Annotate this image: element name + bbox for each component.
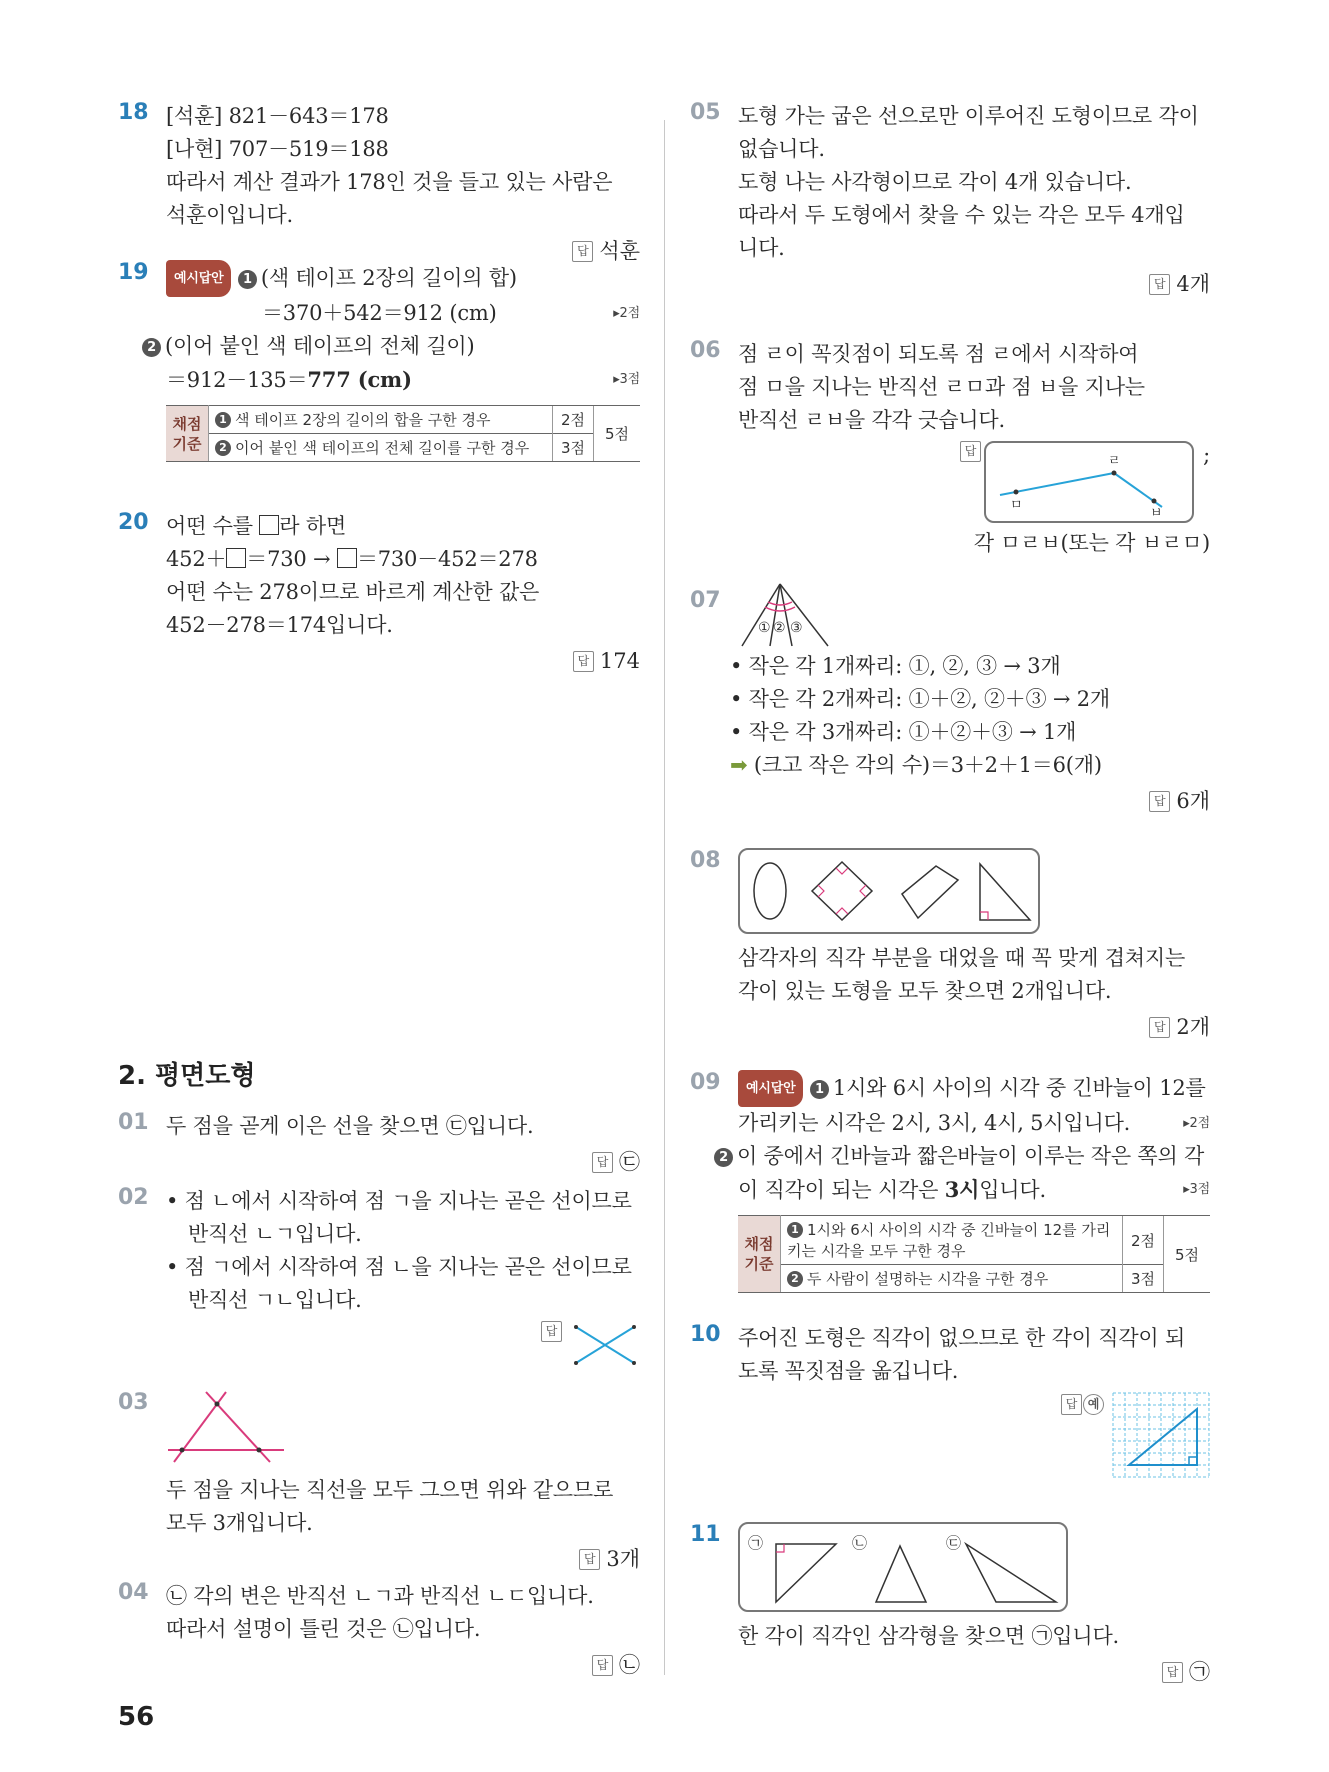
- criterion-marker: 2: [787, 1271, 803, 1287]
- answer-figure: [738, 441, 1210, 527]
- points-label: ▸2점: [613, 306, 640, 321]
- solution-line: 삼각자의 직각 부분을 대었을 때 꼭 맞게 겹쳐지는: [738, 946, 1186, 970]
- answer-value: ㉡: [619, 1653, 640, 1677]
- shape-label-3: ㉢: [946, 1534, 962, 1552]
- text: 452＋: [166, 547, 227, 571]
- summary-line: [730, 749, 1210, 782]
- problem-number: 05: [690, 100, 721, 125]
- example-answer-badge: 예시답안: [738, 1070, 803, 1107]
- solution-line: 점 ㅁ을 지나는 반직선 ㄹㅁ과 점 ㅂ을 지나는: [738, 375, 1145, 399]
- answer: [166, 1544, 640, 1574]
- answer-mark: 답: [592, 1152, 613, 1173]
- answer: [166, 646, 640, 676]
- triangles-figure: [740, 1524, 1066, 1610]
- criterion-marker: 1: [787, 1222, 803, 1238]
- solution-line: 도록 꼭짓점을 옮깁니다.: [738, 1359, 959, 1383]
- solution-line: 모두 3개입니다.: [166, 1511, 313, 1535]
- answer-value: ㉠: [1189, 1660, 1210, 1684]
- step-2-line-2: [738, 1173, 1210, 1207]
- criterion-text: 색 테이프 2장의 길이의 합을 구한 경우: [235, 411, 491, 429]
- text: 어떤 수를: [166, 514, 260, 538]
- answer-value: 2개: [1176, 1015, 1210, 1039]
- solution-line: • 작은 각 1개짜리: ①, ②, ③ → 3개: [730, 654, 1061, 678]
- step-1-text: (색 테이프 2장의 길이의 합): [260, 266, 517, 290]
- answer-mark: 답: [573, 651, 594, 672]
- step-2-calc-text: ＝912－135＝: [166, 368, 308, 392]
- criterion-text: 두 사람이 설명하는 시각을 구한 경우: [807, 1270, 1049, 1288]
- answer-value: 6개: [1176, 789, 1210, 813]
- solution-line: • 작은 각 3개짜리: ①＋②＋③ → 1개: [730, 720, 1077, 744]
- solution-line: 따라서 두 도형에서 찾을 수 있는 각은 모두 4개입: [738, 203, 1185, 227]
- answer: [730, 786, 1210, 816]
- text: 라 하면: [279, 514, 347, 538]
- shapes-figure: [740, 850, 1038, 932]
- solution-line: [석훈] 821－643＝178: [166, 104, 389, 128]
- points-label: ▸2점: [1183, 1116, 1210, 1131]
- criterion-points: 2점: [1123, 1216, 1164, 1265]
- solution-line: 한 각이 직각인 삼각형을 찾으면 ㉠입니다.: [738, 1624, 1120, 1648]
- step-2-line: [142, 330, 640, 363]
- answer-mark: 답: [1149, 274, 1170, 295]
- answer-line: 각 ㅁㄹㅂ(또는 각 ㅂㄹㅁ): [973, 531, 1210, 555]
- points-label: ▸3점: [1183, 1182, 1210, 1197]
- step-2-text: 이 직각이 되는 시각은: [738, 1178, 945, 1202]
- problem-number: 08: [690, 848, 721, 873]
- step-2-text: 입니다.: [979, 1178, 1046, 1202]
- problem-number: 09: [690, 1070, 721, 1095]
- example-mark: 예: [1083, 1394, 1104, 1415]
- solution-line: 반직선 ㄹㅂ을 각각 긋습니다.: [738, 408, 1005, 432]
- solution-line: • 작은 각 2개짜리: ①＋②, ②＋③ → 2개: [730, 687, 1110, 711]
- angles-figure: [736, 580, 836, 650]
- solution-line: 452－278＝174입니다.: [166, 613, 393, 637]
- solution-line: 어떤 수는 278이므로 바르게 계산한 값은: [166, 580, 540, 604]
- page-number: 56: [118, 1702, 155, 1732]
- grading-label: 채점 기준: [738, 1216, 781, 1293]
- step-2-text: (이어 붙인 색 테이프의 전체 길이): [165, 334, 475, 358]
- grading-criterion: [781, 1216, 1123, 1265]
- triangles-figure-box: [738, 1522, 1068, 1612]
- step-1-marker: 1: [238, 270, 257, 289]
- step-2-calc: [166, 363, 640, 397]
- criterion-text: 이어 붙인 색 테이프의 전체 길이를 구한 경우: [235, 439, 530, 457]
- answer-mark: 답: [1149, 1017, 1170, 1038]
- solution-line: [나현] 707－519＝188: [166, 137, 389, 161]
- step-1-marker: 1: [810, 1080, 829, 1099]
- shapes-figure-box: [738, 848, 1040, 934]
- solution-line: 니다.: [738, 236, 785, 260]
- grading-criterion: [781, 1265, 1123, 1293]
- grading-label: 채점 기준: [166, 406, 209, 462]
- step-1-text: 가리키는 시각은 2시, 3시, 4시, 5시입니다.: [738, 1111, 1131, 1135]
- problem-number: 07: [690, 588, 721, 613]
- solution-line: 점 ㄹ이 꼭짓점이 되도록 점 ㄹ에서 시작하여: [738, 342, 1139, 366]
- solution-line: 반직선 ㄴㄱ입니다.: [188, 1222, 362, 1246]
- step-2-marker: 2: [714, 1148, 733, 1167]
- total-points: 5점: [594, 406, 641, 462]
- example-answer-badge: 예시답안: [166, 260, 231, 297]
- angle-label-1: ①: [758, 620, 771, 636]
- shape-label-2: ㉡: [852, 1534, 868, 1552]
- step-2-marker: 2: [142, 338, 161, 357]
- answer-mark: 답: [1149, 791, 1170, 812]
- step-1-line: [166, 260, 640, 297]
- step-2-text: 이 중에서 긴바늘과 짧은바늘이 이루는 작은 쪽의 각: [737, 1144, 1205, 1168]
- solution-line: ㉡ 각의 변은 반직선 ㄴㄱ과 반직선 ㄴㄷ입니다.: [166, 1584, 594, 1608]
- answer-mark: 답: [592, 1655, 613, 1676]
- problem-number: 04: [118, 1580, 149, 1605]
- answer-mark: 답: [960, 441, 981, 462]
- solution-line: 따라서 계산 결과가 178인 것을 들고 있는 사람은: [166, 170, 613, 194]
- total-points: 5점: [1164, 1216, 1211, 1293]
- answer-figure: [738, 1392, 1210, 1484]
- answer-value: ㉢: [619, 1150, 640, 1174]
- criterion-marker: 1: [215, 412, 231, 428]
- angle-label-2: ②: [773, 620, 786, 636]
- criterion-points: 2점: [553, 406, 594, 434]
- criterion-points: 3점: [553, 434, 594, 462]
- grading-table: [738, 1215, 1210, 1293]
- problem-number: 02: [118, 1185, 149, 1210]
- solution-line: 주어진 도형은 직각이 없으므로 한 각이 직각이 되: [738, 1326, 1186, 1350]
- column-divider: [664, 120, 665, 1675]
- criterion-marker: 2: [215, 440, 231, 456]
- step-2-line: [714, 1140, 1210, 1173]
- text: ＝730 →: [246, 547, 337, 571]
- answer-value: 석훈: [599, 239, 640, 263]
- answer: [738, 269, 1210, 299]
- criterion-text: 1시와 6시 사이의 시각 중 긴바늘이 12를 가리키는 시각을 모두 구한 경우: [787, 1221, 1111, 1260]
- solution-line: 도형 나는 사각형이므로 각이 4개 있습니다.: [738, 170, 1132, 194]
- step-1-text: 1시와 6시 사이의 시각 중 긴바늘이 12를: [832, 1076, 1206, 1100]
- solution-line: [166, 543, 640, 576]
- solution-line: 석훈이입니다.: [166, 203, 293, 227]
- answer-value: 174: [599, 649, 640, 673]
- blank-box: [337, 548, 357, 568]
- solution-line: • 점 ㄱ에서 시작하여 점 ㄴ을 지나는 곧은 선이므로: [166, 1255, 632, 1279]
- crossed-rays-figure: [570, 1323, 640, 1369]
- problem-number: 10: [690, 1322, 721, 1347]
- answer: [738, 1657, 1210, 1687]
- step-1-line: [738, 1070, 1210, 1107]
- answer-value: 4개: [1176, 272, 1210, 296]
- problem-number: 20: [118, 510, 149, 535]
- step-1-calc: [166, 297, 640, 330]
- section-title: 2. 평면도형: [118, 1061, 256, 1091]
- solution-line: 없습니다.: [738, 137, 825, 161]
- answer-value: 3개: [606, 1547, 640, 1571]
- problem-number: 11: [690, 1522, 721, 1547]
- answer: [738, 1012, 1210, 1042]
- rays-figure: [986, 443, 1192, 521]
- text: ＝730－452＝278: [356, 547, 538, 571]
- answer-mark: 답: [541, 1321, 562, 1342]
- solution-line: 두 점을 곧게 이은 선을 찾으면 ㉢입니다.: [166, 1114, 534, 1138]
- step-2-result: 777 (cm): [307, 367, 412, 392]
- step-1-line-2: [738, 1107, 1210, 1140]
- criterion-points: 3점: [1123, 1265, 1164, 1293]
- three-lines-figure: [166, 1388, 286, 1468]
- problem-number: 03: [118, 1390, 149, 1415]
- answer-mark: 답: [579, 1549, 600, 1570]
- problem-number: 01: [118, 1110, 149, 1135]
- problem-number: 18: [118, 100, 149, 125]
- solution-line: 두 점을 지나는 직선을 모두 그으면 위와 같으므로: [166, 1478, 614, 1502]
- semicolon: ;: [1203, 443, 1210, 467]
- answer: [166, 1650, 640, 1680]
- arrow-icon: ➡: [730, 753, 748, 777]
- points-label: ▸3점: [613, 372, 640, 387]
- rays-figure-box: [984, 441, 1194, 523]
- blank-box: [259, 515, 279, 535]
- answer-mark: 답: [1061, 1394, 1082, 1415]
- grading-criterion: [209, 406, 553, 434]
- step-2-result: 3시: [944, 1177, 980, 1202]
- solution-line: 도형 가는 굽은 선으로만 이루어진 도형이므로 각이: [738, 104, 1199, 128]
- answer-mark: 답: [572, 241, 593, 262]
- step-1-calc-text: ＝370＋542＝912 (cm): [262, 301, 497, 325]
- grading-criterion: [209, 434, 553, 462]
- solution-line: [166, 510, 640, 543]
- summary-text: (크고 작은 각의 수)＝3＋2＋1＝6(개): [753, 753, 1102, 777]
- answer-mark: 답: [1162, 1662, 1183, 1683]
- point-label-rieul: ㄹ: [1108, 454, 1121, 469]
- point-label-bieup: ㅂ: [1150, 506, 1163, 521]
- solution-line: 반직선 ㄱㄴ입니다.: [188, 1288, 362, 1312]
- grid-triangle-figure: [1112, 1392, 1210, 1478]
- problem-number: 19: [118, 260, 149, 285]
- answer: [166, 1147, 640, 1177]
- solution-line: 각이 있는 도형을 모두 찾으면 2개입니다.: [738, 979, 1112, 1003]
- blank-box: [226, 548, 246, 568]
- grading-table: [166, 405, 640, 462]
- solution-line: 따라서 설명이 틀린 것은 ㉡입니다.: [166, 1617, 481, 1641]
- point-label-mieum: ㅁ: [1010, 498, 1023, 513]
- problem-number: 06: [690, 338, 721, 363]
- solution-line: • 점 ㄴ에서 시작하여 점 ㄱ을 지나는 곧은 선이므로: [166, 1189, 632, 1213]
- angle-label-3: ③: [790, 620, 803, 636]
- answer: [166, 1321, 640, 1371]
- shape-label-1: ㉠: [748, 1534, 764, 1552]
